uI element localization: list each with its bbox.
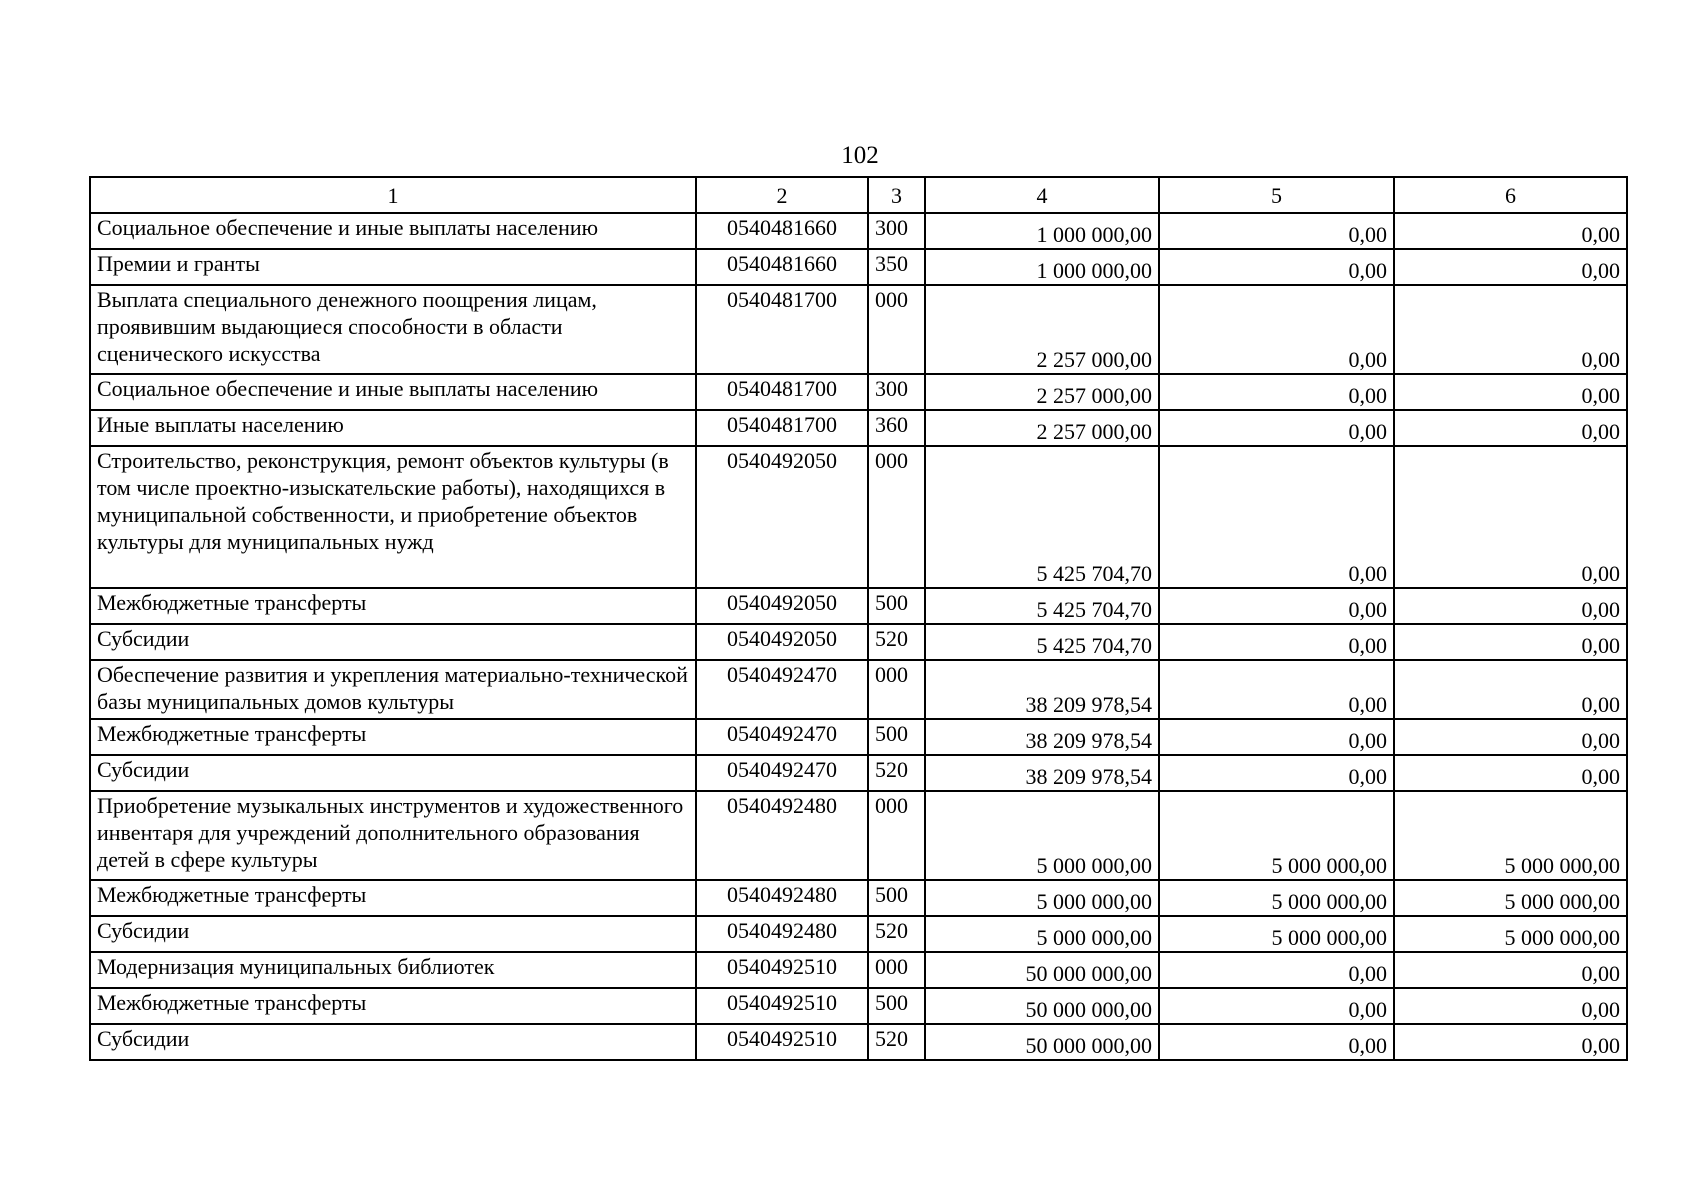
row-code: 0540492510	[696, 952, 868, 988]
row-amount-6: 0,00	[1394, 988, 1627, 1024]
row-amount-5: 0,00	[1159, 213, 1394, 249]
row-kind: 500	[868, 988, 925, 1024]
table-row	[90, 988, 1627, 1024]
row-amount-6: 0,00	[1394, 446, 1627, 588]
row-kind: 000	[868, 791, 925, 880]
row-amount-6: 5 000 000,00	[1394, 791, 1627, 880]
row-amount-4: 50 000 000,00	[925, 1024, 1159, 1060]
row-amount-6: 0,00	[1394, 660, 1627, 719]
row-kind: 500	[868, 588, 925, 624]
table-row	[90, 213, 1627, 249]
row-amount-5: 0,00	[1159, 988, 1394, 1024]
row-kind: 000	[868, 660, 925, 719]
row-code: 0540492470	[696, 719, 868, 755]
row-amount-4: 50 000 000,00	[925, 952, 1159, 988]
row-kind: 300	[868, 374, 925, 410]
row-amount-5: 0,00	[1159, 952, 1394, 988]
row-kind: 500	[868, 880, 925, 916]
row-amount-4: 38 209 978,54	[925, 660, 1159, 719]
row-amount-4: 5 000 000,00	[925, 880, 1159, 916]
row-amount-6: 0,00	[1394, 374, 1627, 410]
row-code: 0540492480	[696, 791, 868, 880]
row-amount-4: 38 209 978,54	[925, 719, 1159, 755]
row-amount-4: 5 000 000,00	[925, 791, 1159, 880]
row-name: Иные выплаты населению	[90, 410, 696, 446]
table-row	[90, 446, 1627, 588]
column-header-2: 2	[696, 177, 868, 213]
row-amount-5: 0,00	[1159, 285, 1394, 374]
row-kind: 520	[868, 624, 925, 660]
row-name: Обеспечение развития и укрепления материально-технической базы муниципальных домов культуры	[90, 660, 696, 719]
row-code: 0540481700	[696, 285, 868, 374]
table-row	[90, 880, 1627, 916]
row-amount-5: 0,00	[1159, 755, 1394, 791]
row-name: Строительство, реконструкция, ремонт объектов культуры (в том числе проектно-изыскательские работы), находящихся в муниципальной собственности, и приобретение объектов культуры для муниципальных нужд	[90, 446, 696, 588]
row-kind: 350	[868, 249, 925, 285]
row-code: 0540481660	[696, 213, 868, 249]
table-row	[90, 660, 1627, 719]
row-amount-5: 5 000 000,00	[1159, 880, 1394, 916]
row-code: 0540492050	[696, 624, 868, 660]
table-row	[90, 952, 1627, 988]
table-row	[90, 410, 1627, 446]
row-amount-6: 0,00	[1394, 285, 1627, 374]
table-row	[90, 624, 1627, 660]
row-amount-5: 0,00	[1159, 249, 1394, 285]
row-amount-4: 38 209 978,54	[925, 755, 1159, 791]
row-code: 0540481660	[696, 249, 868, 285]
table-header-row	[90, 177, 1627, 213]
row-code: 0540492050	[696, 446, 868, 588]
row-amount-4: 50 000 000,00	[925, 988, 1159, 1024]
row-kind: 000	[868, 446, 925, 588]
row-amount-6: 0,00	[1394, 952, 1627, 988]
table-row	[90, 719, 1627, 755]
row-amount-4: 2 257 000,00	[925, 285, 1159, 374]
row-amount-5: 5 000 000,00	[1159, 791, 1394, 880]
table-row	[90, 249, 1627, 285]
row-amount-6: 0,00	[1394, 719, 1627, 755]
row-amount-6: 0,00	[1394, 410, 1627, 446]
row-name: Межбюджетные трансферты	[90, 880, 696, 916]
table-row	[90, 791, 1627, 880]
row-amount-4: 5 425 704,70	[925, 624, 1159, 660]
row-kind: 500	[868, 719, 925, 755]
table-row	[90, 285, 1627, 374]
row-amount-5: 0,00	[1159, 374, 1394, 410]
row-name: Премии и гранты	[90, 249, 696, 285]
page-number: 102	[841, 142, 879, 169]
row-amount-5: 5 000 000,00	[1159, 916, 1394, 952]
row-amount-4: 1 000 000,00	[925, 213, 1159, 249]
row-kind: 300	[868, 213, 925, 249]
row-kind: 360	[868, 410, 925, 446]
table-row	[90, 588, 1627, 624]
table-row	[90, 916, 1627, 952]
column-header-4: 4	[925, 177, 1159, 213]
row-code: 0540492510	[696, 988, 868, 1024]
row-name: Приобретение музыкальных инструментов и художественного инвентаря для учреждений дополнительного образования детей в сфере культуры	[90, 791, 696, 880]
row-amount-5: 0,00	[1159, 624, 1394, 660]
row-name: Межбюджетные трансферты	[90, 588, 696, 624]
row-amount-6: 0,00	[1394, 588, 1627, 624]
row-amount-6: 0,00	[1394, 1024, 1627, 1060]
row-name: Субсидии	[90, 755, 696, 791]
row-amount-6: 0,00	[1394, 624, 1627, 660]
table-row	[90, 755, 1627, 791]
row-name: Субсидии	[90, 916, 696, 952]
budget-table	[89, 176, 1628, 1061]
row-amount-5: 0,00	[1159, 719, 1394, 755]
row-amount-6: 5 000 000,00	[1394, 880, 1627, 916]
row-amount-6: 5 000 000,00	[1394, 916, 1627, 952]
column-header-1: 1	[90, 177, 696, 213]
column-header-6: 6	[1394, 177, 1627, 213]
row-amount-4: 1 000 000,00	[925, 249, 1159, 285]
row-amount-4: 2 257 000,00	[925, 374, 1159, 410]
row-code: 0540492470	[696, 660, 868, 719]
row-amount-5: 0,00	[1159, 660, 1394, 719]
table-row	[90, 1024, 1627, 1060]
table-row	[90, 374, 1627, 410]
row-amount-6: 0,00	[1394, 755, 1627, 791]
row-name: Межбюджетные трансферты	[90, 988, 696, 1024]
row-amount-5: 0,00	[1159, 446, 1394, 588]
row-name: Социальное обеспечение и иные выплаты населению	[90, 213, 696, 249]
row-name: Модернизация муниципальных библиотек	[90, 952, 696, 988]
column-header-5: 5	[1159, 177, 1394, 213]
row-amount-4: 5 425 704,70	[925, 588, 1159, 624]
row-kind: 520	[868, 916, 925, 952]
row-kind: 520	[868, 755, 925, 791]
row-code: 0540492480	[696, 916, 868, 952]
row-amount-5: 0,00	[1159, 1024, 1394, 1060]
row-amount-6: 0,00	[1394, 213, 1627, 249]
row-name: Выплата специального денежного поощрения лицам, проявившим выдающиеся способности в области сценического искусства	[90, 285, 696, 374]
row-amount-5: 0,00	[1159, 588, 1394, 624]
row-kind: 520	[868, 1024, 925, 1060]
row-amount-4: 5 000 000,00	[925, 916, 1159, 952]
row-amount-6: 0,00	[1394, 249, 1627, 285]
row-kind: 000	[868, 285, 925, 374]
row-name: Межбюджетные трансферты	[90, 719, 696, 755]
row-code: 0540481700	[696, 410, 868, 446]
row-amount-4: 5 425 704,70	[925, 446, 1159, 588]
row-code: 0540492510	[696, 1024, 868, 1060]
row-code: 0540492050	[696, 588, 868, 624]
row-kind: 000	[868, 952, 925, 988]
row-name: Субсидии	[90, 624, 696, 660]
column-header-3: 3	[868, 177, 925, 213]
row-amount-4: 2 257 000,00	[925, 410, 1159, 446]
row-code: 0540481700	[696, 374, 868, 410]
row-name: Социальное обеспечение и иные выплаты населению	[90, 374, 696, 410]
row-name: Субсидии	[90, 1024, 696, 1060]
row-code: 0540492480	[696, 880, 868, 916]
row-amount-5: 0,00	[1159, 410, 1394, 446]
row-code: 0540492470	[696, 755, 868, 791]
